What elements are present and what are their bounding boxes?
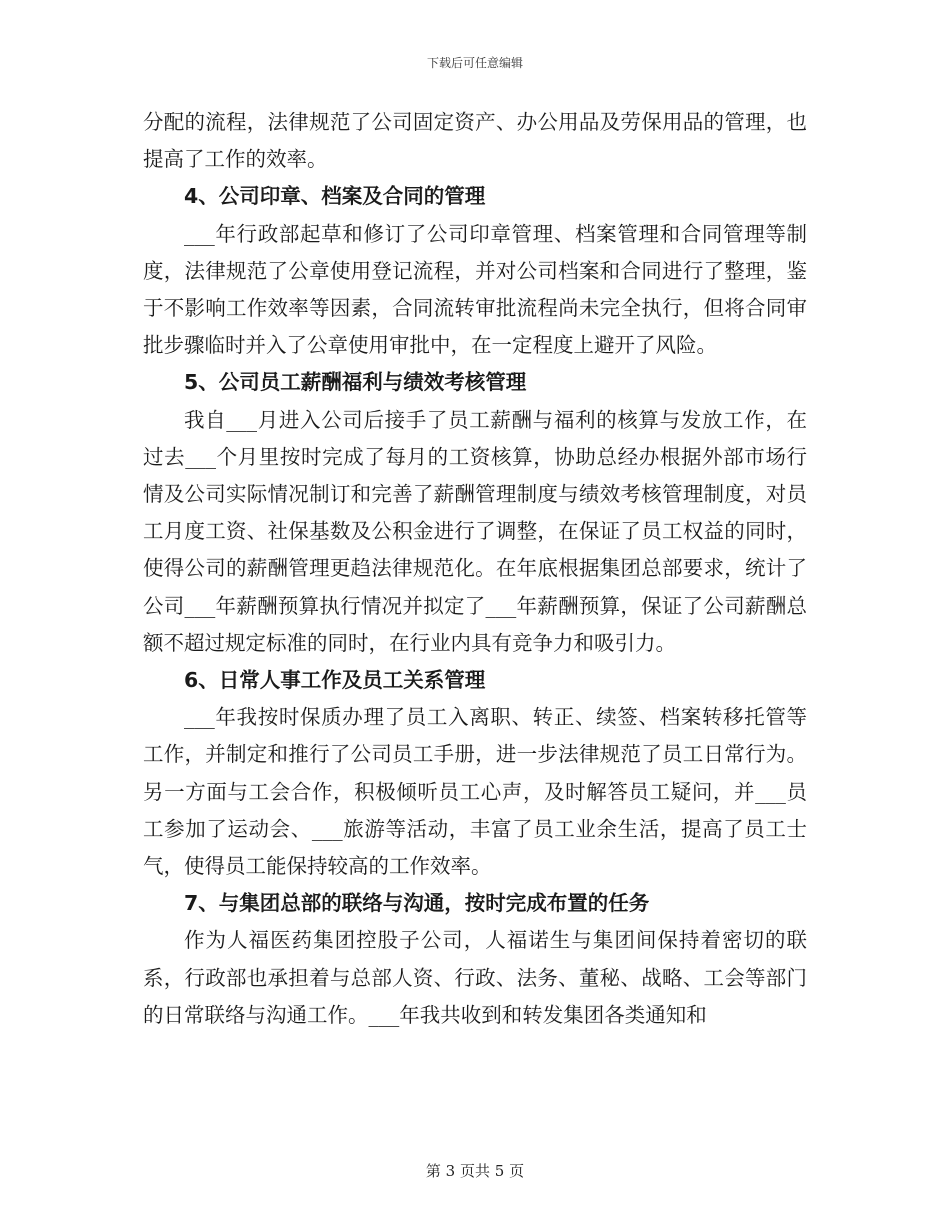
section-heading-4: 4、公司印章、档案及合同的管理 bbox=[184, 184, 486, 209]
document-body bbox=[143, 104, 807, 1034]
section-heading-7: 7、与集团总部的联络与沟通，按时完成布置的任务 bbox=[184, 891, 650, 916]
page-header: 下载后可任意编辑 bbox=[426, 56, 523, 70]
section-paragraph-4: ___年行政部起草和修订了公司印章管理、档案管理和合同管理等制度，法律规范了公章使用登记流程，并对公司档案和合同进行了整理，鉴于不影响工作效率等因素，合同流转审批流程尚未完全执行，但将合同审批步骤临时并入了公章使用审批中，在一定程度上避开了风险。 bbox=[143, 221, 807, 358]
section-paragraph-7: 作为人福医药集团控股子公司，人福诺生与集团间保持着密切的联系，行政部也承担着与总部人资、行政、法务、董秘、战略、工会等部门的日常联络与沟通工作。___年我共收到和转发集团各类通知和 bbox=[143, 928, 807, 1027]
section-paragraph-5: 我自___月进入公司后接手了员工薪酬与福利的核算与发放工作，在过去___个月里按时完成了每月的工资核算，协助总经办根据外部市场行情及公司实际情况制订和完善了薪酬管理制度与绩效考核管理制度，对员工月度工资、社保基数及公积金进行了调整，在保证了员工权益的同时，使得公司的薪酬管理更趋法律规范化。在年底根据集团总部要求，统计了公司___年薪酬预算执行情况并拟定了___年薪酬预算，保证了公司薪酬总额不超过规定标准的同时，在行业内具有竞争力和吸引力。 bbox=[143, 407, 807, 655]
section-paragraph-6: ___年我按时保质办理了员工入离职、转正、续签、档案转移托管等工作，并制定和推行了公司员工手册，进一步法律规范了员工日常行为。另一方面与工会合作，积极倾听员工心声，及时解答员工疑问，并___员工参加了运动会、___旅游等活动，丰富了员工业余生活，提高了员工士气，使得员工能保持较高的工作效率。 bbox=[143, 705, 807, 879]
continuation-paragraph: 分配的流程，法律规范了公司固定资产、办公用品及劳保用品的管理，也提高了工作的效率。 bbox=[143, 110, 807, 172]
section-heading-6: 6、日常人事工作及员工关系管理 bbox=[184, 668, 486, 693]
page-footer: 第 3 页共 5 页 bbox=[425, 1162, 525, 1180]
section-heading-5: 5、公司员工薪酬福利与绩效考核管理 bbox=[184, 370, 527, 395]
